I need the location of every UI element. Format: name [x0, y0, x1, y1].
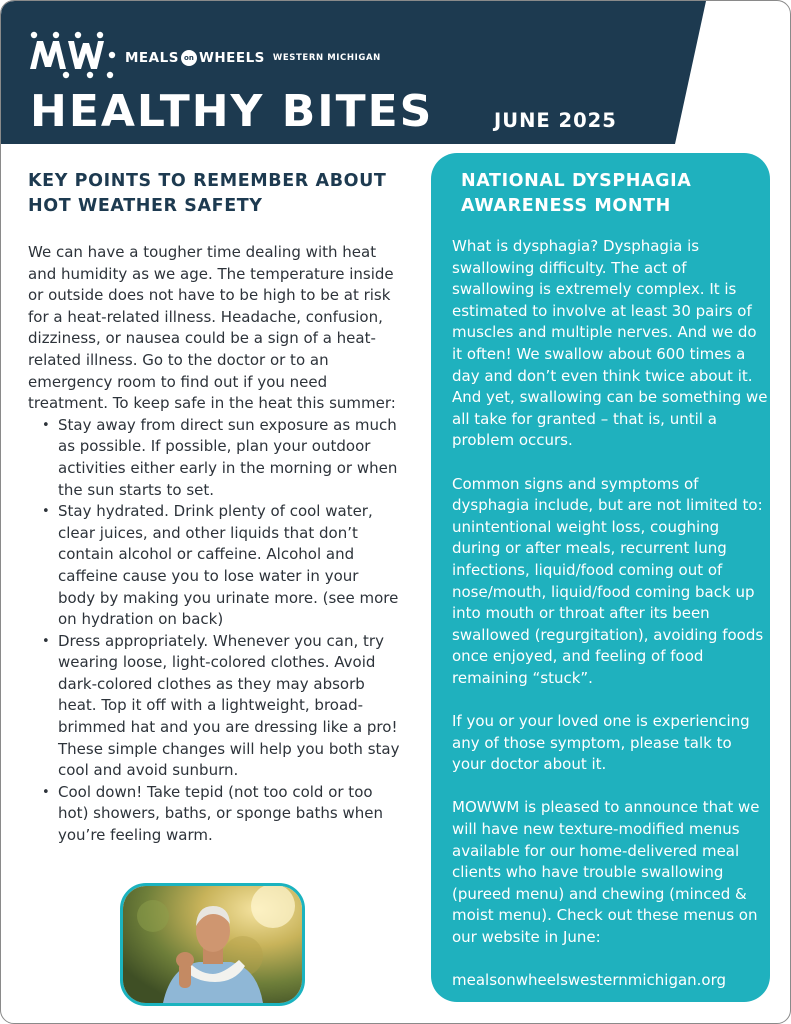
tip-item: • Stay away from direct sun exposure as much as possible. If possible, plan your outdoor activities either early in the morning or when the sun starts to set.: [58, 415, 400, 501]
dysphagia-paragraph: What is dysphagia? Dysphagia is swallowing difficulty. The act of swallowing is extremely complex. It is estimated to involve at least 30 pairs of muscles and multiple nerves. And we do it often! We swallow about 600 times a day and don’t even think twice about it. And yet, swallowing can be something we all take for granted – that is, until a problem occurs.: [452, 237, 768, 450]
dysphagia-paragraph: MOWWM is pleased to announce that we will have new texture-modified menus available for our home-delivered meal clients who have trouble swallowing (pureed menu) and chewing (minced & moist menu). Check out these menus on our website in June:: [452, 798, 760, 946]
tip-item: • Dress appropriately. Whenever you can, try wearing loose, light-colored clothes. Avoid dark-colored clothes as they may absorb heat. Top it off with a lightweight, broad-brimmed hat and you are dressing like a pro! These simple changes will help you both stay cool and avoid sunburn.: [58, 631, 400, 782]
header-banner: [1, 1, 706, 144]
brand-name-on: on: [181, 50, 197, 66]
dysphagia-body: [452, 236, 768, 1013]
issue-date: JUNE 2025: [494, 109, 617, 132]
dysphagia-paragraph: Common signs and symptoms of dysphagia include, but are not limited to: unintentional weight loss, coughing during or after meals, recurrent lung infections, liquid/food coming out of nose/mouth, liquid/food coming back up into mouth or throat after its been swallowed (regurgitation), avoiding foods once enjoyed, and feeling of food remaining “stuck”.: [452, 474, 764, 687]
brand-name: [125, 50, 381, 66]
brand-region: WESTERN MICHIGAN: [272, 53, 381, 63]
hot-weather-heading: KEY POINTS TO REMEMBER ABOUT HOT WEATHER SAFETY: [28, 171, 387, 216]
brand-name-right: WHEELS: [198, 50, 265, 66]
dysphagia-heading: NATIONAL DYSPHAGIA AWARENESS MONTH: [461, 171, 692, 216]
tip-item: • Cool down! Take tepid (not too cold or too hot) showers, baths, or sponge baths when you’re feeling warm.: [58, 782, 400, 847]
hot-weather-section: [28, 169, 400, 847]
tip-item: • Stay hydrated. Drink plenty of cool water, clear juices, and other liquids that don’t contain alcohol or caffeine. Alcohol and caffeine cause you to lose water in your body by making you urinate more. (see more on hydration on back): [58, 501, 400, 631]
hot-weather-intro: We can have a tougher time dealing with heat and humidity as we age. The temperature inside or outside does not have to be high to be at risk for a heat-related illness. Headache, confusion, dizziness, or nausea could be a sign of a heat-related illness. Go to the doctor or to an emergency room to find out if you need treatment. To keep safe in the heat this summer:: [28, 243, 396, 413]
photo-illustration: [123, 886, 302, 1003]
mow-logo-icon: [28, 31, 120, 79]
website-link[interactable]: mealsonwheelswesternmichigan.org: [452, 971, 727, 990]
newsletter-title: HEALTHY BITES: [30, 86, 434, 137]
senior-man-photo: [120, 883, 305, 1006]
brand-name-left: MEALS: [125, 50, 179, 66]
dysphagia-panel: [431, 153, 770, 1002]
hot-weather-tips-list: [28, 415, 400, 847]
dysphagia-paragraph: If you or your loved one is experiencing any of those symptom, please talk to your doctor about it.: [452, 712, 750, 774]
